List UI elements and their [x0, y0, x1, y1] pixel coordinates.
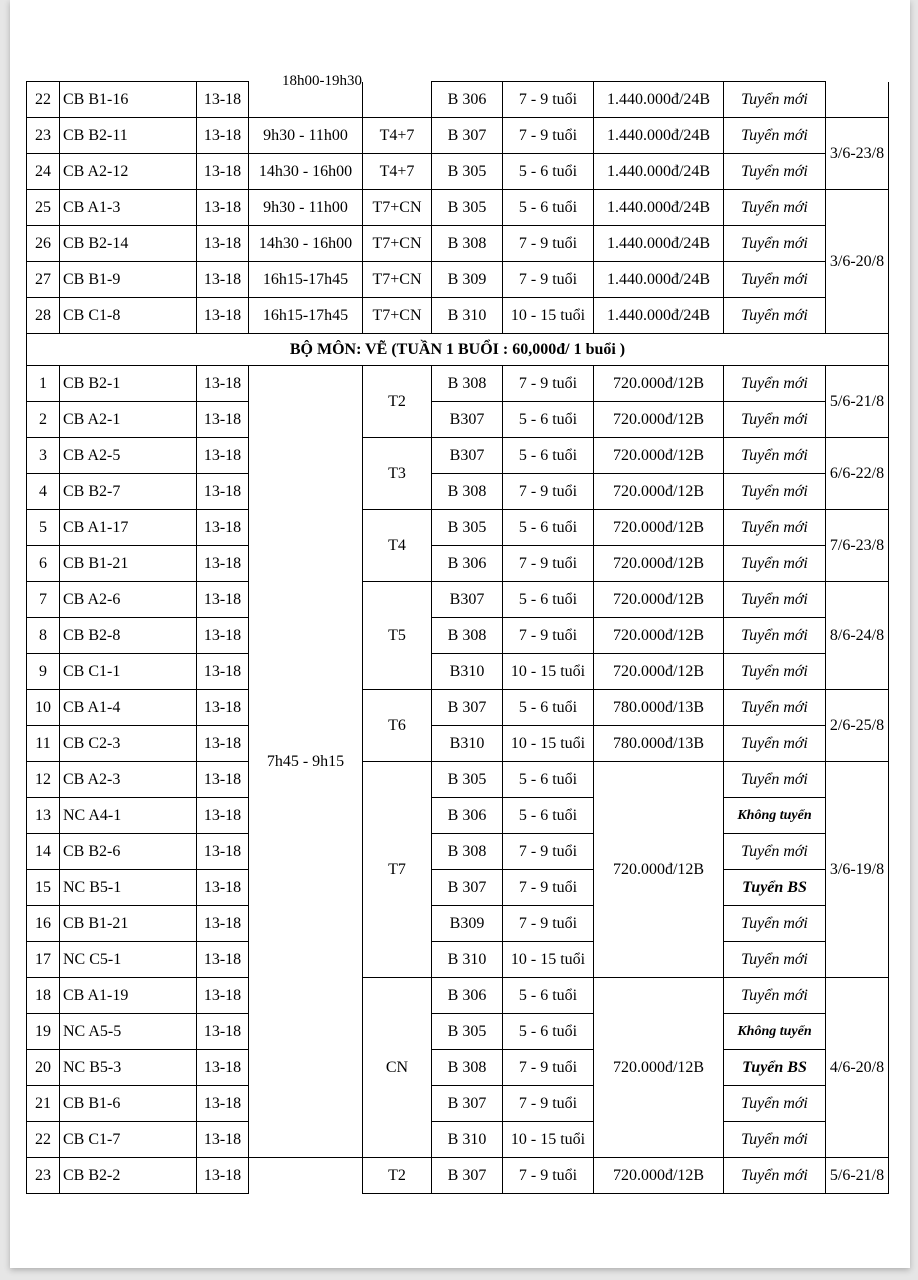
status: Tuyển mới: [724, 978, 826, 1014]
table-row: [27, 1014, 889, 1050]
class-code: CB A1-19: [60, 978, 197, 1014]
age-group: 5 - 6 tuổi: [503, 402, 594, 438]
day-of-week: T7: [363, 762, 432, 978]
age-group: 7 - 9 tuổi: [503, 82, 594, 118]
row-number: 3: [27, 438, 60, 474]
table-row: [27, 474, 889, 510]
document-page: [10, 0, 910, 1268]
age-range: 13-18: [197, 118, 249, 154]
table-row: [27, 1050, 889, 1086]
schedule-table: [26, 81, 889, 1194]
fee: 720.000đ/12B: [594, 978, 724, 1158]
age-group: 7 - 9 tuổi: [503, 618, 594, 654]
fee: 720.000đ/12B: [594, 366, 724, 402]
date-range: 3/6-20/8: [826, 190, 889, 334]
section-header-row: [27, 334, 889, 366]
class-code: CB B2-11: [60, 118, 197, 154]
table-row: [27, 118, 889, 154]
table-section-ve: [27, 366, 889, 1194]
room: B307: [432, 402, 503, 438]
room: B 307: [432, 690, 503, 726]
fee: 720.000đ/12B: [594, 1158, 724, 1194]
table-row: [27, 798, 889, 834]
room: B 305: [432, 510, 503, 546]
fee: 1.440.000đ/24B: [594, 262, 724, 298]
room: B 306: [432, 798, 503, 834]
age-group: 7 - 9 tuổi: [503, 1050, 594, 1086]
room: B 305: [432, 154, 503, 190]
class-code: CB B1-16: [60, 82, 197, 118]
age-group: 7 - 9 tuổi: [503, 546, 594, 582]
fee: 720.000đ/12B: [594, 438, 724, 474]
age-range: 13-18: [197, 762, 249, 798]
room: B 305: [432, 190, 503, 226]
class-code: CB B2-1: [60, 366, 197, 402]
age-group: 7 - 9 tuổi: [503, 870, 594, 906]
age-range: 13-18: [197, 226, 249, 262]
room: B310: [432, 726, 503, 762]
fee: 1.440.000đ/24B: [594, 226, 724, 262]
fee: 780.000đ/13B: [594, 690, 724, 726]
room: B 306: [432, 82, 503, 118]
table-row: [27, 298, 889, 334]
age-range: 13-18: [197, 906, 249, 942]
table-section-a: [27, 82, 889, 334]
age-group: 5 - 6 tuổi: [503, 762, 594, 798]
age-range: 13-18: [197, 546, 249, 582]
age-group: 10 - 15 tuổi: [503, 1122, 594, 1158]
date-range: 5/6-21/8: [826, 366, 889, 438]
fee: 720.000đ/12B: [594, 582, 724, 618]
table-row: [27, 618, 889, 654]
row-number: 1: [27, 366, 60, 402]
age-range: 13-18: [197, 154, 249, 190]
day-of-week: T4: [363, 510, 432, 582]
age-range: 13-18: [197, 942, 249, 978]
room: B307: [432, 582, 503, 618]
age-group: 10 - 15 tuổi: [503, 726, 594, 762]
cut-off-time-text: 18h00-19h30: [282, 74, 362, 88]
status: Tuyển mới: [724, 474, 826, 510]
class-code: CB A1-17: [60, 510, 197, 546]
age-range: 13-18: [197, 798, 249, 834]
row-number: 23: [27, 1158, 60, 1194]
table-row: [27, 654, 889, 690]
age-range: 13-18: [197, 1122, 249, 1158]
room: B 308: [432, 834, 503, 870]
age-range: 13-18: [197, 654, 249, 690]
time-slot: 16h15-17h45: [249, 298, 363, 334]
day-of-week: T4+7: [363, 118, 432, 154]
table-row: [27, 190, 889, 226]
table-row: [27, 262, 889, 298]
age-range: 13-18: [197, 1014, 249, 1050]
status: Tuyển mới: [724, 118, 826, 154]
day-of-week: T3: [363, 438, 432, 510]
status: Tuyển mới: [724, 690, 826, 726]
day-of-week: T7+CN: [363, 226, 432, 262]
room: B 308: [432, 618, 503, 654]
row-number: 23: [27, 118, 60, 154]
class-code: CB A2-12: [60, 154, 197, 190]
row-number: 24: [27, 154, 60, 190]
fee: 720.000đ/12B: [594, 402, 724, 438]
age-group: 5 - 6 tuổi: [503, 190, 594, 226]
row-number: 13: [27, 798, 60, 834]
status: Tuyển mới: [724, 154, 826, 190]
class-code: CB A2-5: [60, 438, 197, 474]
fee: 1.440.000đ/24B: [594, 118, 724, 154]
class-code: CB B1-9: [60, 262, 197, 298]
class-code: CB B2-2: [60, 1158, 197, 1194]
class-code: CB B2-8: [60, 618, 197, 654]
age-range: 13-18: [197, 1086, 249, 1122]
time-slot: 9h30 - 11h00: [249, 118, 363, 154]
status: Tuyển mới: [724, 438, 826, 474]
age-range: 13-18: [197, 438, 249, 474]
fee: 720.000đ/12B: [594, 618, 724, 654]
room: B 307: [432, 870, 503, 906]
age-range: 13-18: [197, 582, 249, 618]
class-code: CB B2-6: [60, 834, 197, 870]
age-range: 13-18: [197, 690, 249, 726]
age-group: 5 - 6 tuổi: [503, 690, 594, 726]
class-code: CB B2-14: [60, 226, 197, 262]
age-group: 7 - 9 tuổi: [503, 1086, 594, 1122]
status: Tuyển mới: [724, 618, 826, 654]
status: Tuyển mới: [724, 366, 826, 402]
status: Tuyển mới: [724, 546, 826, 582]
room: B 310: [432, 1122, 503, 1158]
class-code: CB A1-3: [60, 190, 197, 226]
row-number: 9: [27, 654, 60, 690]
room: B 305: [432, 762, 503, 798]
table-row: [27, 834, 889, 870]
age-range: 13-18: [197, 298, 249, 334]
table-row: [27, 402, 889, 438]
room: B 306: [432, 978, 503, 1014]
class-code: CB C1-8: [60, 298, 197, 334]
row-number: 18: [27, 978, 60, 1014]
class-code: CB C2-3: [60, 726, 197, 762]
fee: 720.000đ/12B: [594, 654, 724, 690]
age-range: 13-18: [197, 190, 249, 226]
class-code: CB A2-3: [60, 762, 197, 798]
class-code: CB B1-21: [60, 906, 197, 942]
day-of-week: T4+7: [363, 154, 432, 190]
time-slot: 14h30 - 16h00: [249, 154, 363, 190]
status: Tuyển BS: [724, 1050, 826, 1086]
row-number: 20: [27, 1050, 60, 1086]
status: Tuyển mới: [724, 834, 826, 870]
class-code: NC A4-1: [60, 798, 197, 834]
class-code: CB A2-6: [60, 582, 197, 618]
table-row: [27, 510, 889, 546]
age-range: 13-18: [197, 82, 249, 118]
age-range: 13-18: [197, 510, 249, 546]
table-row: [27, 366, 889, 402]
age-range: 13-18: [197, 1158, 249, 1194]
status: Tuyển mới: [724, 1122, 826, 1158]
age-range: 13-18: [197, 726, 249, 762]
date-range: 6/6-22/8: [826, 438, 889, 510]
row-number: 11: [27, 726, 60, 762]
fee: 720.000đ/12B: [594, 510, 724, 546]
room: B307: [432, 438, 503, 474]
room: B 307: [432, 1086, 503, 1122]
row-number: 17: [27, 942, 60, 978]
class-code: NC C5-1: [60, 942, 197, 978]
day-of-week: T7+CN: [363, 262, 432, 298]
room: B 308: [432, 1050, 503, 1086]
row-number: 5: [27, 510, 60, 546]
row-number: 26: [27, 226, 60, 262]
row-number: 4: [27, 474, 60, 510]
table-row: [27, 1122, 889, 1158]
room: B310: [432, 654, 503, 690]
table-row: [27, 82, 889, 118]
age-group: 5 - 6 tuổi: [503, 798, 594, 834]
status: Tuyển mới: [724, 226, 826, 262]
status: Tuyển mới: [724, 298, 826, 334]
status: Tuyển mới: [724, 1158, 826, 1194]
time-slot: 7h45 - 9h15: [249, 366, 363, 1158]
room: B 307: [432, 1158, 503, 1194]
date-range: 5/6-21/8: [826, 1158, 889, 1194]
day-of-week: [363, 82, 432, 118]
age-group: 5 - 6 tuổi: [503, 978, 594, 1014]
date-range: 3/6-19/8: [826, 762, 889, 978]
row-number: 25: [27, 190, 60, 226]
row-number: 15: [27, 870, 60, 906]
age-group: 7 - 9 tuổi: [503, 118, 594, 154]
table-row: [27, 726, 889, 762]
row-number: 27: [27, 262, 60, 298]
room: B 305: [432, 1014, 503, 1050]
row-number: 28: [27, 298, 60, 334]
age-group: 7 - 9 tuổi: [503, 226, 594, 262]
row-number: 14: [27, 834, 60, 870]
class-code: CB B1-21: [60, 546, 197, 582]
age-range: 13-18: [197, 402, 249, 438]
table-row: [27, 546, 889, 582]
room: B 310: [432, 942, 503, 978]
table-row: [27, 762, 889, 798]
age-range: 13-18: [197, 978, 249, 1014]
room: B 309: [432, 262, 503, 298]
table-row: [27, 942, 889, 978]
status: Tuyển mới: [724, 262, 826, 298]
status: Tuyển mới: [724, 762, 826, 798]
table-row: [27, 690, 889, 726]
status: Không tuyển: [724, 1014, 826, 1050]
age-range: 13-18: [197, 262, 249, 298]
date-range: 3/6-23/8: [826, 118, 889, 190]
age-group: 5 - 6 tuổi: [503, 154, 594, 190]
time-slot: [249, 82, 363, 118]
status: Không tuyển: [724, 798, 826, 834]
fee: 1.440.000đ/24B: [594, 154, 724, 190]
status: Tuyển mới: [724, 582, 826, 618]
age-group: 7 - 9 tuổi: [503, 474, 594, 510]
day-of-week: T7+CN: [363, 190, 432, 226]
row-number: 7: [27, 582, 60, 618]
status: Tuyển mới: [724, 402, 826, 438]
age-group: 10 - 15 tuổi: [503, 654, 594, 690]
day-of-week: T2: [363, 1158, 432, 1194]
age-group: 5 - 6 tuổi: [503, 582, 594, 618]
fee: 720.000đ/12B: [594, 546, 724, 582]
age-range: 13-18: [197, 618, 249, 654]
row-number: 2: [27, 402, 60, 438]
class-code: NC B5-1: [60, 870, 197, 906]
section-header: BỘ MÔN: VẼ (TUẦN 1 BUỔI : 60,000đ/ 1 buổi ): [27, 334, 889, 366]
age-range: 13-18: [197, 474, 249, 510]
fee: 1.440.000đ/24B: [594, 190, 724, 226]
table-row: [27, 438, 889, 474]
class-code: NC A5-5: [60, 1014, 197, 1050]
age-group: 10 - 15 tuổi: [503, 942, 594, 978]
age-group: 7 - 9 tuổi: [503, 906, 594, 942]
row-number: 21: [27, 1086, 60, 1122]
status: Tuyển mới: [724, 510, 826, 546]
date-range: 2/6-25/8: [826, 690, 889, 762]
room: B 306: [432, 546, 503, 582]
time-slot: [249, 1158, 363, 1194]
class-code: CB A2-1: [60, 402, 197, 438]
age-group: 5 - 6 tuổi: [503, 1014, 594, 1050]
row-number: 8: [27, 618, 60, 654]
row-number: 10: [27, 690, 60, 726]
age-range: 13-18: [197, 870, 249, 906]
age-range: 13-18: [197, 366, 249, 402]
fee: 1.440.000đ/24B: [594, 298, 724, 334]
row-number: 12: [27, 762, 60, 798]
status: Tuyển mới: [724, 906, 826, 942]
table-row: [27, 1158, 889, 1194]
row-number: 19: [27, 1014, 60, 1050]
age-group: 7 - 9 tuổi: [503, 366, 594, 402]
table-row: [27, 978, 889, 1014]
fee: 720.000đ/12B: [594, 474, 724, 510]
day-of-week: T5: [363, 582, 432, 690]
date-range: 8/6-24/8: [826, 582, 889, 690]
row-number: 22: [27, 82, 60, 118]
date-range: [826, 82, 889, 118]
class-code: CB B1-6: [60, 1086, 197, 1122]
age-range: 13-18: [197, 834, 249, 870]
fee: 1.440.000đ/24B: [594, 82, 724, 118]
table-row: [27, 1086, 889, 1122]
table-row: [27, 870, 889, 906]
table-row: [27, 582, 889, 618]
day-of-week: T7+CN: [363, 298, 432, 334]
room: B 307: [432, 118, 503, 154]
status: Tuyển mới: [724, 942, 826, 978]
room: B 310: [432, 298, 503, 334]
row-number: 22: [27, 1122, 60, 1158]
time-slot: 16h15-17h45: [249, 262, 363, 298]
class-code: CB B2-7: [60, 474, 197, 510]
room: B309: [432, 906, 503, 942]
class-code: CB C1-1: [60, 654, 197, 690]
date-range: 4/6-20/8: [826, 978, 889, 1158]
table-row: [27, 226, 889, 262]
time-slot: 14h30 - 16h00: [249, 226, 363, 262]
row-number: 16: [27, 906, 60, 942]
class-code: NC B5-3: [60, 1050, 197, 1086]
age-group: 5 - 6 tuổi: [503, 510, 594, 546]
table-row: [27, 154, 889, 190]
fee: 780.000đ/13B: [594, 726, 724, 762]
row-number: 6: [27, 546, 60, 582]
day-of-week: CN: [363, 978, 432, 1158]
date-range: 7/6-23/8: [826, 510, 889, 582]
age-group: 7 - 9 tuổi: [503, 1158, 594, 1194]
status: Tuyển mới: [724, 82, 826, 118]
status: Tuyển mới: [724, 190, 826, 226]
status: Tuyển BS: [724, 870, 826, 906]
day-of-week: T2: [363, 366, 432, 438]
status: Tuyển mới: [724, 1086, 826, 1122]
age-group: 10 - 15 tuổi: [503, 298, 594, 334]
fee: 720.000đ/12B: [594, 762, 724, 978]
status: Tuyển mới: [724, 726, 826, 762]
class-code: CB A1-4: [60, 690, 197, 726]
time-slot: 9h30 - 11h00: [249, 190, 363, 226]
age-range: 13-18: [197, 1050, 249, 1086]
age-group: 5 - 6 tuổi: [503, 438, 594, 474]
age-group: 7 - 9 tuổi: [503, 262, 594, 298]
class-code: CB C1-7: [60, 1122, 197, 1158]
day-of-week: T6: [363, 690, 432, 762]
status: Tuyển mới: [724, 654, 826, 690]
table-row: [27, 906, 889, 942]
room: B 308: [432, 226, 503, 262]
room: B 308: [432, 474, 503, 510]
age-group: 7 - 9 tuổi: [503, 834, 594, 870]
room: B 308: [432, 366, 503, 402]
